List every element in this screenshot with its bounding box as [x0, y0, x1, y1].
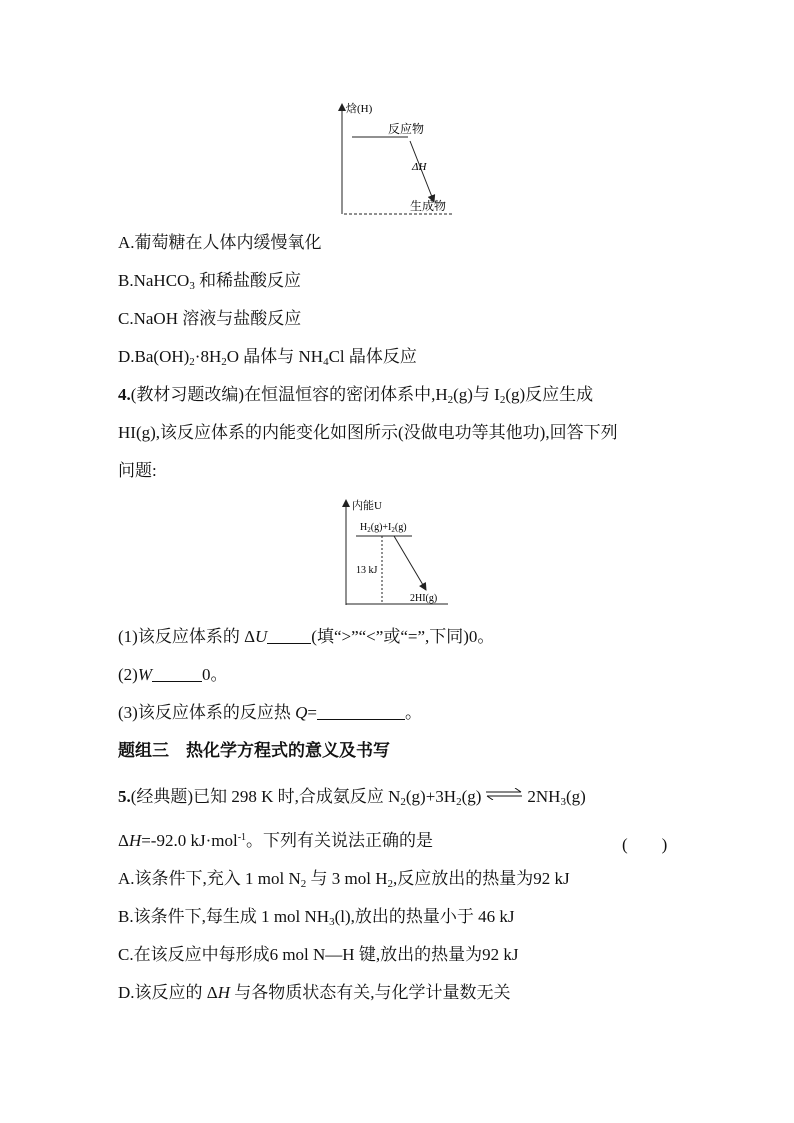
q4-stem-line2: HI(g),该反应体系的内能变化如图所示(没做电功等其他功),回答下列 — [118, 423, 618, 442]
q5-stem-line1: 5.(经典题)已知 298 K 时,合成氨反应 $N_2(g)+3H_2(g)$ $2NH_3(g)$ — [118, 787, 586, 808]
y-axis-label: 焓(H) — [346, 103, 373, 115]
section-heading: 题组三 热化学方程式的意义及书写 — [118, 741, 390, 761]
delta-h-label: ΔH — [412, 161, 427, 173]
q5-option-c: C.在该反应中每形成6 mol N—H 键,放出的热量为92 kJ — [118, 945, 519, 964]
answer-blank[interactable] — [317, 705, 405, 720]
q5-stem-line2: ΔH=-92.0 kJ·mol$^{-1}$。下列有关说法正确的是 — [118, 831, 434, 850]
internal-energy-diagram — [336, 494, 456, 610]
q3-option-b: B.NaHCO$_3$ 和稀盐酸反应 — [118, 271, 302, 292]
answer-blank[interactable] — [152, 667, 202, 682]
q5-option-b: B.该条件下,每生成 1 mol $NH_3(l)$,放出的热量小于 46 kJ — [118, 907, 515, 928]
q4-sub2: (2)W 0。 — [118, 665, 228, 684]
q5-option-d: D.该反应的 ΔH 与各物质状态有关,与化学计量数无关 — [118, 983, 511, 1002]
q4-stem-line3: 问题: — [118, 461, 157, 480]
q5-option-a: A.该条件下,充入 1 mol $N_2$ 与 3 mol $H_2$,反应放出的热量为92 kJ — [118, 869, 570, 890]
energy-arrow — [394, 536, 426, 590]
q3-option-a: A.葡萄糖在人体内缓慢氧化 — [118, 233, 322, 252]
q3-option-c: C.NaOH 溶液与盐酸反应 — [118, 309, 302, 328]
q3-option-d: $D.Ba(OH)_2\cdot 8H_2O$ 晶体与 $NH_4Cl$ 晶体反应 — [118, 347, 417, 368]
energy-label: 13 kJ — [356, 565, 378, 576]
product-label: 生成物 — [410, 199, 447, 213]
q4-stem-line1: 4.(教材习题改编)在恒温恒容的密闭体系中$,H_2(g)$与 $I_2(g)$反应生成 — [118, 385, 594, 406]
reactant-label: 反应物 — [388, 122, 425, 136]
product-label: 2HI(g) — [410, 593, 438, 604]
reversible-arrow-icon — [485, 788, 523, 800]
reactants-label: $H_2(g)+I_2(g)$ — [360, 522, 407, 534]
q4-sub1: (1)该反应体系的 ΔU (填“>”“<”或“=”,下同)0。 — [118, 627, 495, 646]
q4-sub3: (3)该反应体系的反应热 Q= 。 — [118, 703, 422, 722]
answer-parentheses[interactable]: ( ) — [622, 835, 668, 854]
enthalpy-diagram — [330, 96, 470, 220]
answer-blank[interactable] — [267, 629, 311, 644]
y-axis-label: 内能U — [352, 500, 382, 512]
